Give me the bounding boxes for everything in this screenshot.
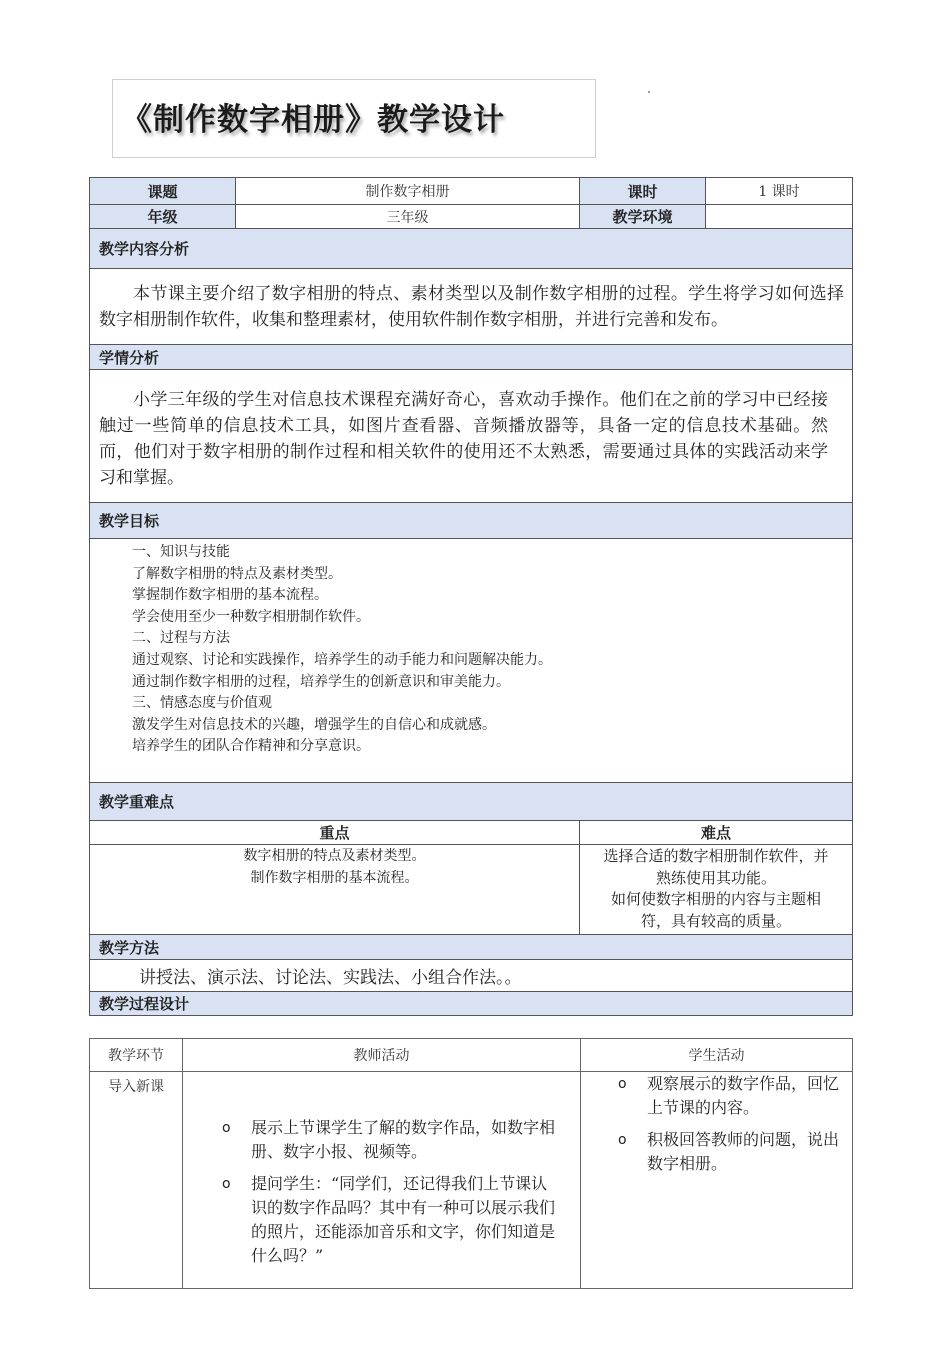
student-analysis-heading: 学情分析 — [90, 345, 853, 370]
objective-line: 通过观察、讨论和实践操作，培养学生的动手能力和问题解决能力。 — [132, 651, 552, 668]
student-activity-item: o 积极回答教师的问题，说出数字相册。 — [618, 1128, 844, 1176]
content-analysis-heading: 教学内容分析 — [90, 229, 853, 269]
teacher-activity-cell — [183, 1072, 581, 1289]
objective-line: 掌握制作数字相册的基本流程。 — [132, 587, 328, 604]
content-analysis-text: 本节课主要介绍了数字相册的特点、素材类型以及制作数字相册的过程。学生将学习如何选择数字相册制作软件，收集和整理素材，使用软件制作数字相册，并进行完善和发布。 — [99, 283, 844, 330]
difficult-label: 难点 — [580, 821, 853, 845]
objective-line: 激发学生对信息技术的兴趣，增强学生的自信心和成就感。 — [132, 716, 496, 733]
objective-line: 了解数字相册的特点及素材类型。 — [132, 565, 342, 582]
objective-line: 培养学生的团队合作精神和分享意识。 — [132, 738, 370, 755]
env-label: 教学环境 — [580, 205, 706, 229]
key-points-cell — [90, 845, 580, 935]
stray-dot — [648, 91, 650, 93]
key-point-line: 制作数字相册的基本流程。 — [250, 869, 419, 886]
grade-value: 三年级 — [236, 205, 580, 229]
env-value — [706, 205, 853, 229]
key-points-heading: 教学重难点 — [90, 783, 853, 821]
key-point-line: 数字相册的特点及素材类型。 — [243, 848, 426, 864]
student-activity-item: o 观察展示的数字作品，回忆上节课的内容。 — [618, 1072, 844, 1120]
title-box — [112, 79, 596, 158]
objective-line: 通过制作数字相册的过程，培养学生的创新意识和审美能力。 — [132, 673, 510, 690]
col-teacher-header: 教师活动 — [183, 1039, 581, 1072]
methods-heading: 教学方法 — [90, 935, 853, 960]
objective-line: 学会使用至少一种数字相册制作软件。 — [132, 608, 370, 625]
student-activity-cell — [581, 1072, 853, 1289]
student-analysis-text: 小学三年级的学生对信息技术课程充满好奇心，喜欢动手操作。他们在之前的学习中已经接触过一些简单的信息技术工具，如图片查看器、音频播放器等，具备一定的信息技术基础。然而，他们对于数字相册的制作过程和相关软件的使用还不太熟悉，需要通过具体的实践活动来学习和掌握。 — [99, 390, 828, 488]
process-table — [89, 1038, 853, 1289]
table-row — [90, 1072, 853, 1289]
topic-label: 课题 — [90, 178, 236, 205]
methods-text: 讲授法、演示法、讨论法、实践法、小组合作法。。 — [90, 960, 853, 992]
objective-line: 一、知识与技能 — [132, 544, 230, 560]
hours-value: 1 课时 — [706, 178, 853, 205]
document-title: 《制作数字相册》教学设计 — [121, 102, 505, 138]
process-design-heading: 教学过程设计 — [90, 992, 853, 1016]
hours-label: 课时 — [580, 178, 706, 205]
objective-line: 二、过程与方法 — [132, 630, 230, 647]
topic-value: 制作数字相册 — [236, 178, 580, 205]
difficult-point-line: 熟练使用其功能。 — [655, 868, 776, 887]
stage-cell: 导入新课 — [90, 1072, 183, 1289]
col-student-header: 学生活动 — [581, 1039, 853, 1072]
objective-line: 三、情感态度与价值观 — [132, 695, 272, 712]
teacher-activity-item: o 展示上节课学生了解的数字作品，如数字相册、数字小报、视频等。 — [222, 1116, 560, 1164]
grade-label: 年级 — [90, 205, 236, 229]
objectives-heading: 教学目标 — [90, 503, 853, 539]
key-label: 重点 — [90, 821, 580, 845]
content-analysis-cell — [90, 269, 853, 345]
lesson-plan-table — [89, 177, 853, 1016]
student-analysis-cell — [90, 370, 853, 503]
difficult-point-line: 如何使数字相册的内容与主题相 — [610, 890, 821, 908]
objectives-cell — [90, 539, 853, 783]
difficult-point-line: 选择合适的数字相册制作软件，并 — [603, 847, 829, 865]
teacher-activity-item: o 提问学生：“同学们，还记得我们上节课认识的数字作品吗？其中有一种可以展示我们的照片，还能添加音乐和文字，你们知道是什么吗？” — [222, 1172, 560, 1268]
difficult-point-line: 符，具有较高的质量。 — [640, 911, 791, 930]
col-stage-header: 教学环节 — [90, 1039, 183, 1072]
difficult-points-cell — [580, 845, 853, 935]
